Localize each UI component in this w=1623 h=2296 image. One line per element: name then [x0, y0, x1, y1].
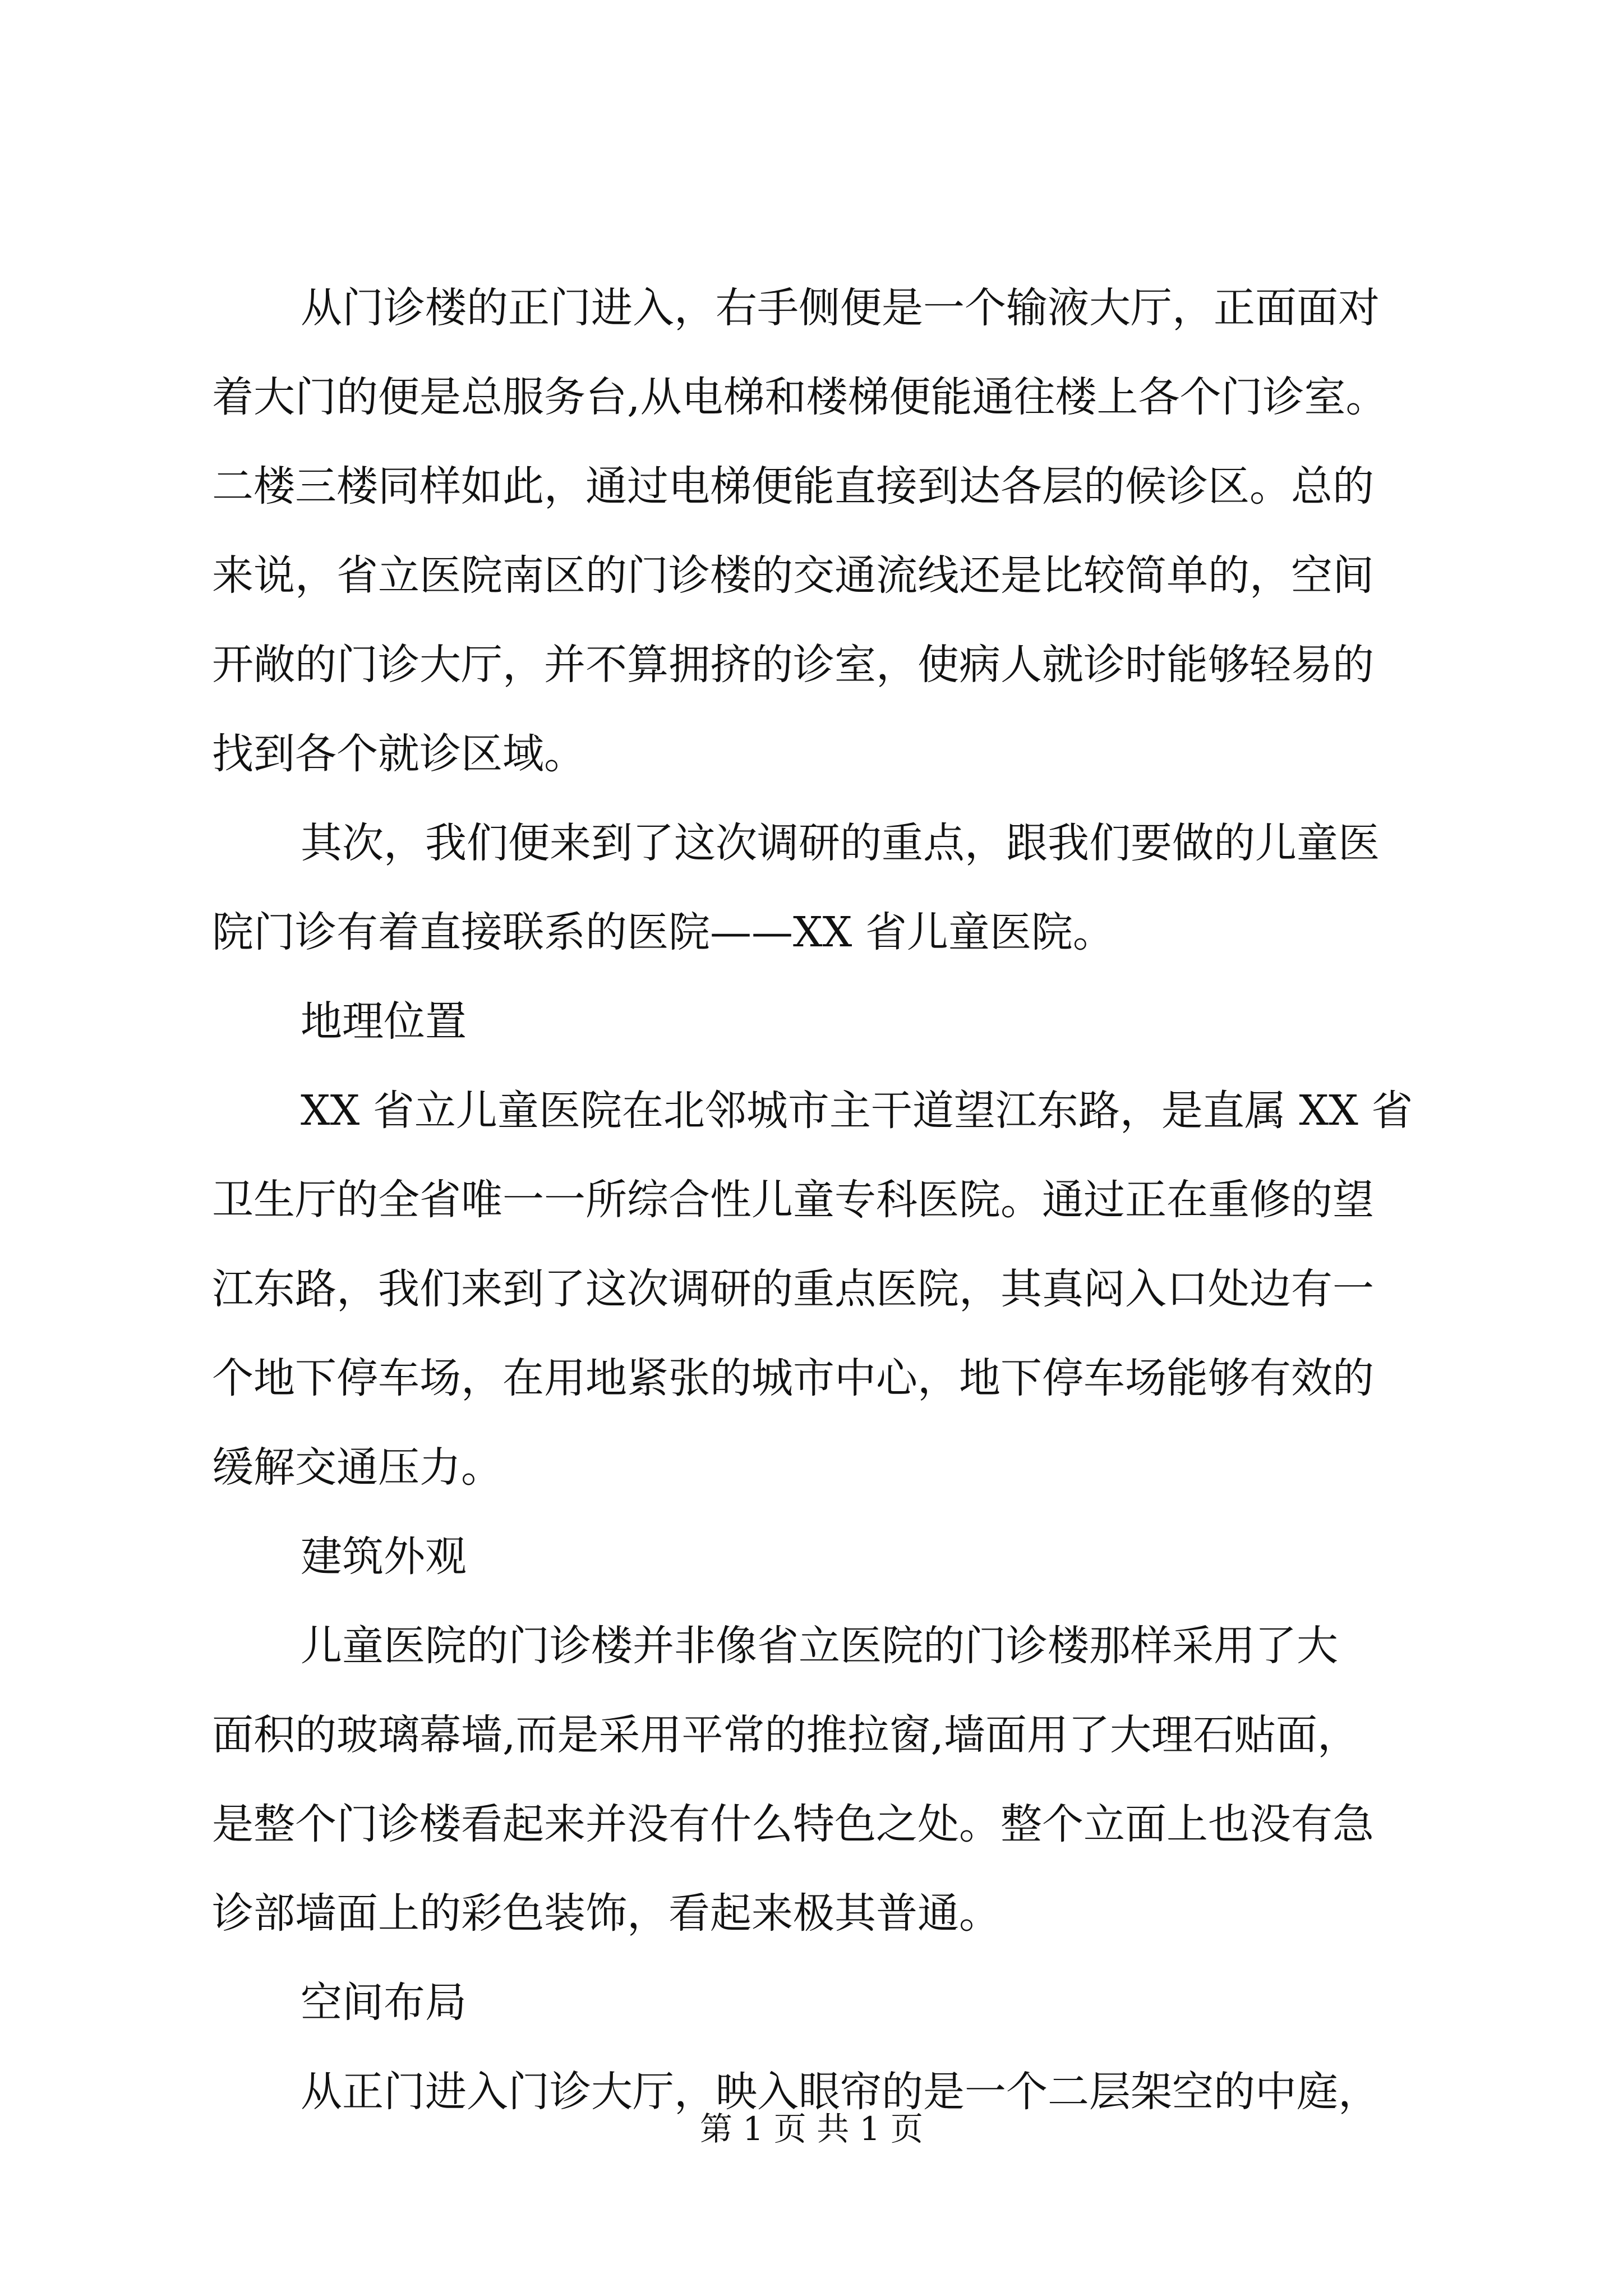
text-line: 是整个门诊楼看起来并没有什么特色之处。整个立面上也没有急 — [212, 1800, 1374, 1848]
text-line: 来说，省立医院南区的门诊楼的交通流线还是比较简单的，空间 — [212, 551, 1374, 600]
text-line: 从门诊楼的正门进入，右手侧便是一个输液大厅，正面面对 — [301, 284, 1380, 332]
paragraph-location — [212, 1066, 1423, 1512]
text-line: XX 省立儿童医院在北邻城市主干道望江东路，是直属 XX 省 — [301, 1087, 1413, 1135]
heading-text: 建筑外观 — [301, 1533, 467, 1581]
section-heading-location — [212, 977, 1423, 1066]
text-line: 儿童医院的门诊楼并非像省立医院的门诊楼那样采用了大 — [301, 1622, 1338, 1670]
text-line: 诊部墙面上的彩色装饰，看起来极其普通。 — [212, 1889, 1000, 1938]
document-body — [212, 264, 1423, 2137]
text-line: 从正门进入门诊大厅，映入眼帘的是一个二层架空的中庭， — [301, 2068, 1380, 2116]
text-line: 卫生厅的全省唯一一所综合性儿童专科医院。通过正在重修的望 — [212, 1176, 1374, 1224]
section-heading-exterior — [212, 1512, 1423, 1602]
paragraph-next-hospital — [212, 799, 1423, 977]
text-line: 江东路，我们来到了这次调研的重点医院，其真闷入口处边有一 — [212, 1265, 1374, 1313]
text-line: 找到各个就诊区域。 — [212, 730, 585, 778]
page-footer: 第 1 页 共 1 页 — [700, 2110, 923, 2148]
heading-text: 地理位置 — [301, 997, 467, 1046]
text-line: 院门诊有着直接联系的医院——XX 省儿童医院。 — [212, 908, 1114, 956]
paragraph-entrance — [212, 264, 1423, 799]
text-line: 面积的玻璃幕墙,而是采用平常的推拉窗,墙面用了大理石贴面， — [212, 1711, 1359, 1759]
text-line: 缓解交通压力。 — [212, 1443, 502, 1492]
text-line: 个地下停车场，在用地紧张的城市中心，地下停车场能够有效的 — [212, 1354, 1374, 1402]
paragraph-exterior — [212, 1602, 1423, 1958]
text-line: 其次，我们便来到了这次调研的重点，跟我们要做的儿童医 — [301, 819, 1380, 867]
section-heading-layout — [212, 1958, 1423, 2047]
text-line: 开敞的门诊大厅，并不算拥挤的诊室，使病人就诊时能够轻易的 — [212, 641, 1374, 689]
heading-text: 空间布局 — [301, 1978, 467, 2027]
text-line: 着大门的便是总服务台,从电梯和楼梯便能通往楼上各个门诊室。 — [212, 373, 1387, 421]
text-line: 二楼三楼同样如此，通过电梯便能直接到达各层的候诊区。总的 — [212, 462, 1374, 510]
